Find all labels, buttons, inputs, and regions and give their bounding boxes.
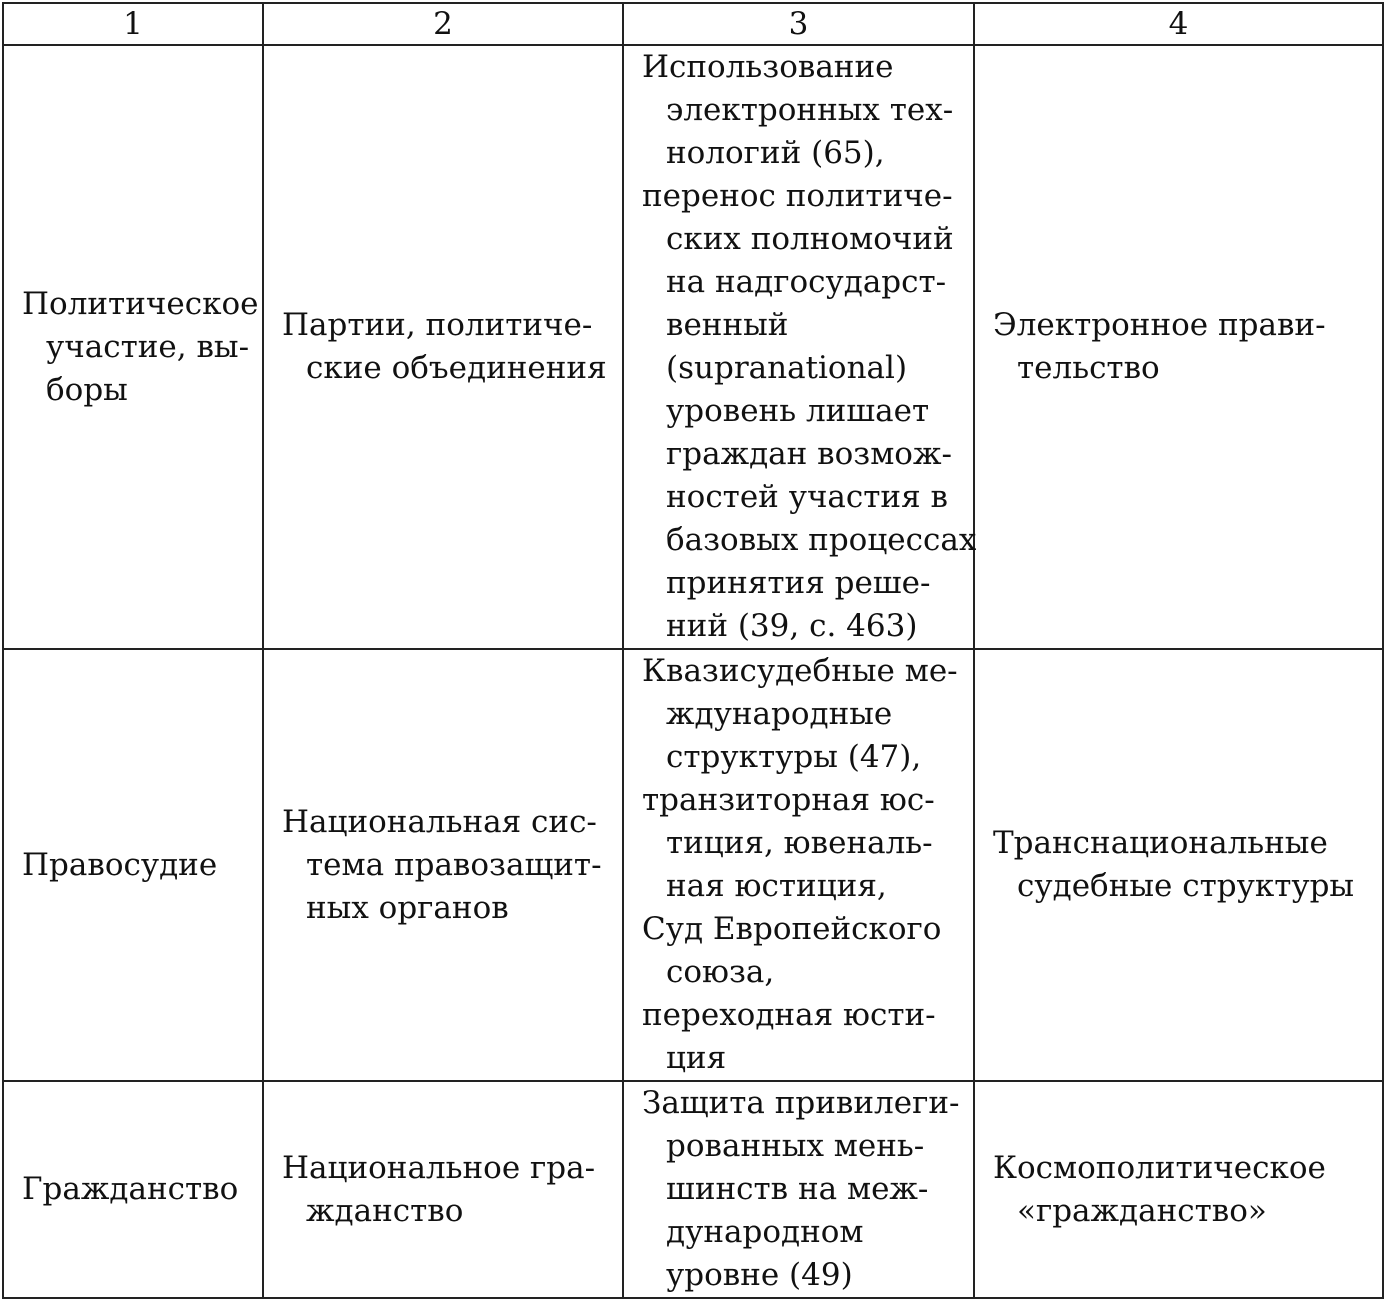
cell-line: союза, [666,954,775,990]
cell-line: боры [46,371,128,408]
cell-line: ские объединения [306,350,607,386]
row3-col4-cell [974,1081,1383,1298]
cell-line: Национальная сис- [282,803,597,840]
row3-col2-cell [263,1081,623,1298]
row3-col1-cell [3,1081,263,1298]
table-row-citizenship [3,1081,1383,1298]
cell-line: граждан возмож- [666,436,952,472]
cell-line: транзиторная юс- [642,782,935,818]
header-cell-2: 2 [263,3,623,45]
header-cell-4: 4 [974,3,1383,45]
comparison-table [2,2,1384,1299]
cell-line: Транснациональные [993,825,1328,861]
cell-line: венный [666,307,789,343]
row3-col3-cell [623,1081,974,1298]
header-cell-1: 1 [3,3,263,45]
cell-line: нологий (65), [666,135,885,171]
cell-line: ний (39, с. 463) [666,608,918,644]
row2-col4-cell [974,649,1383,1081]
cell-line: ных органов [306,889,509,926]
cell-line: Национальное гра- [282,1149,596,1186]
cell-line: дународном [666,1214,864,1250]
cell-line: тема правозащит- [306,846,602,883]
cell-line: судебные структуры [1017,868,1355,904]
table-row-justice [3,649,1383,1081]
cell-line: Использование [642,49,894,85]
cell-line: уровень лишает [666,393,930,429]
row1-col4-cell [974,45,1383,649]
cell-line: на надгосударст- [666,264,947,300]
row1-col3-cell [623,45,977,649]
row1-col1-cell [3,45,263,649]
cell-line: принятия реше- [666,565,931,601]
cell-line: Электронное прави- [993,307,1326,343]
cell-line: Партии, политиче- [282,307,593,343]
cell-line: ностей участия в [666,479,948,515]
cell-line: тельство [1017,350,1160,386]
table-row-political-participation [3,45,1383,649]
cell-line: тиция, ювеналь- [666,825,933,861]
cell-line: жданство [306,1192,464,1229]
row2-col1-cell [3,649,263,1081]
cell-line: шинств на меж- [666,1171,929,1207]
cell-line: перенос политиче- [642,178,953,214]
cell-line: структуры (47), [666,739,922,775]
cell-line: (supranational) [666,350,908,386]
cell-line: электронных тех- [666,92,954,128]
cell-line: ских полномочий [666,221,954,257]
cell-line: ция [666,1040,727,1076]
cell-line: Защита привилеги- [642,1085,960,1121]
cell-line: уровне (49) [666,1257,853,1293]
row1-col2-cell [263,45,623,649]
cell-line: Суд Европейского [642,911,942,947]
cell-line: базовых процессах [666,522,977,558]
cell-line: Правосудие [22,846,218,883]
cell-line: ная юстиция, [666,868,887,904]
row2-col2-cell [263,649,623,1081]
cell-line: Космополитическое [993,1149,1326,1186]
cell-line: участие, вы- [46,328,250,365]
cell-line: Квазисудебные ме- [642,653,958,689]
cell-line: «гражданство» [1017,1192,1267,1229]
header-row [3,3,1383,45]
header-cell-3: 3 [623,3,974,45]
cell-line: Политическое [22,285,259,322]
cell-line: рованных мень- [666,1128,925,1164]
cell-line: ждународные [666,696,893,732]
cell-line: Гражданство [22,1171,239,1207]
row2-col3-cell [623,649,974,1081]
cell-line: переходная юсти- [642,997,936,1033]
